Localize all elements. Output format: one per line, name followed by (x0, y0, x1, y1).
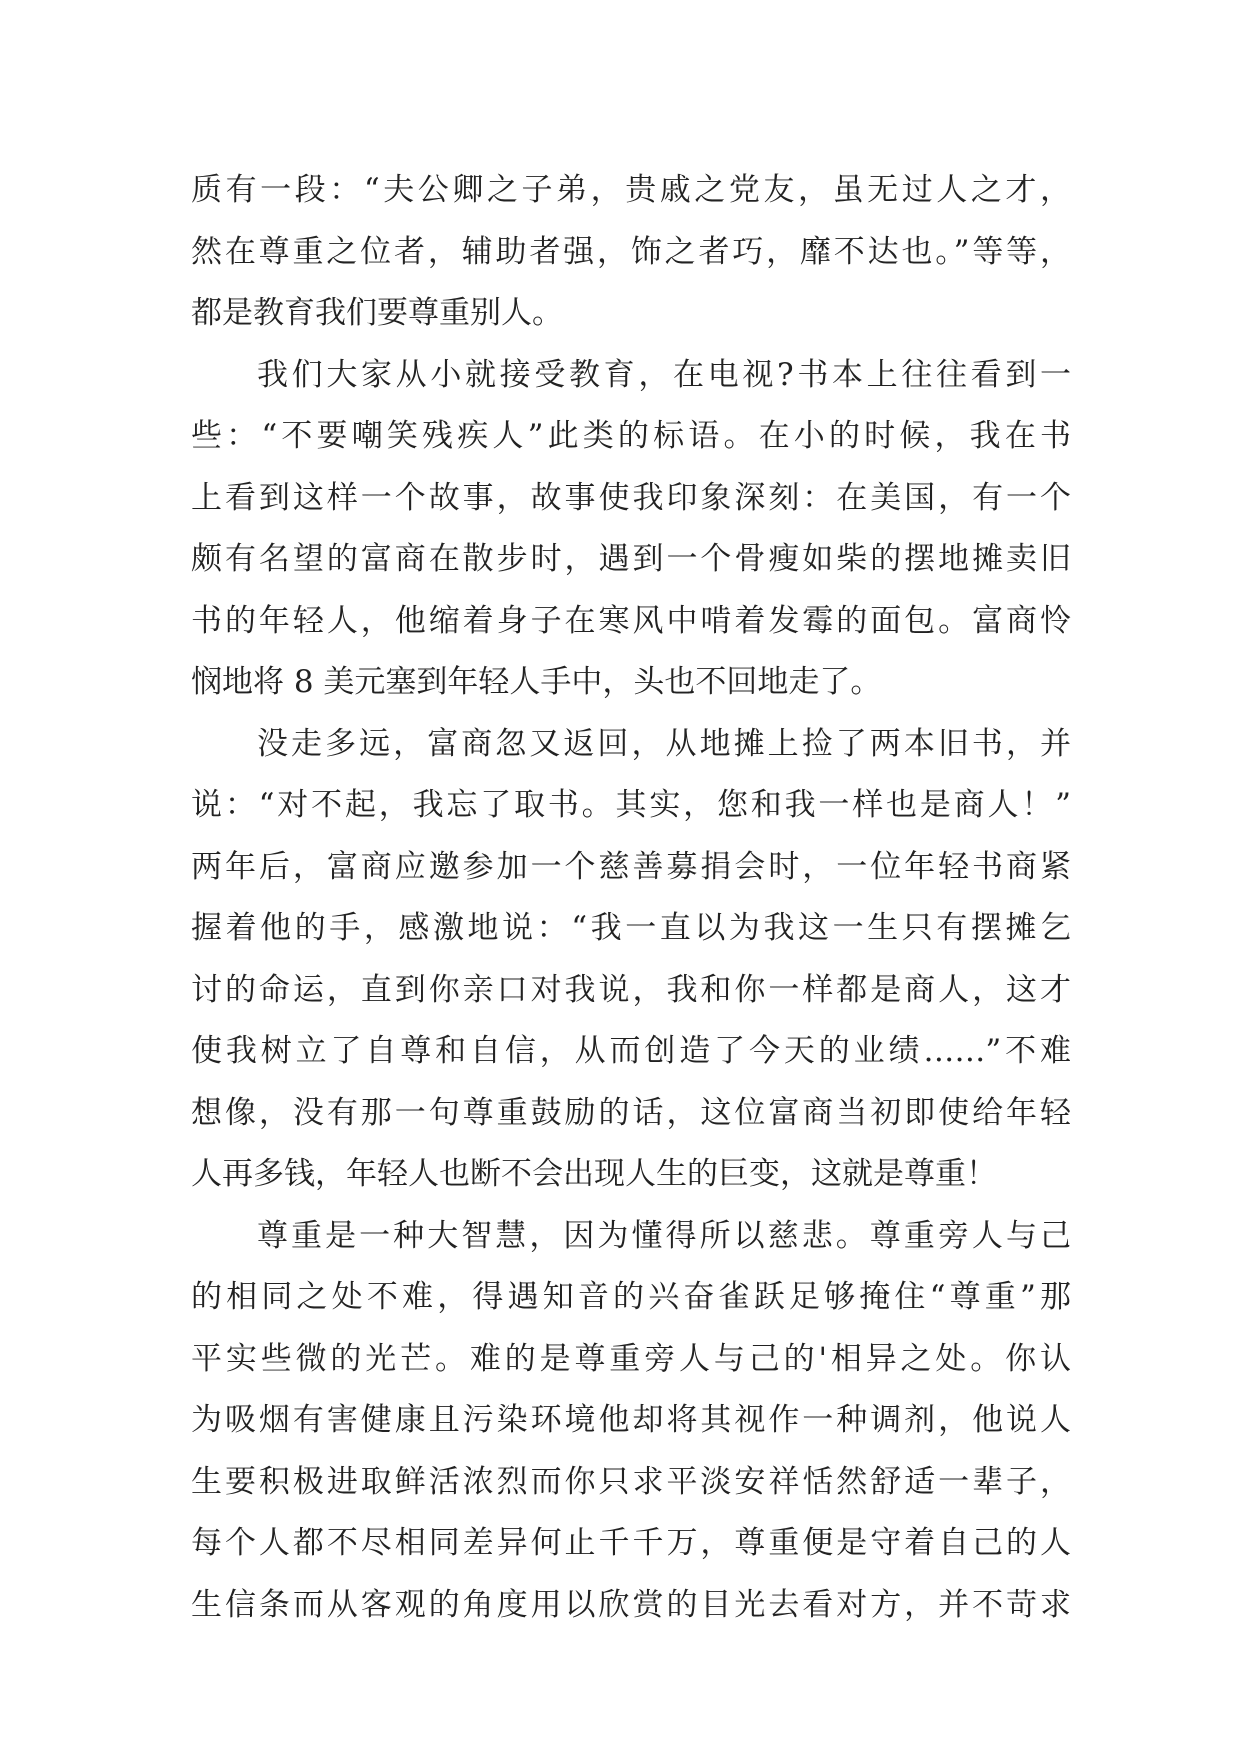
text-line: 平实些微的光芒。难的是尊重旁人与己的'相异之处。你认 (191, 1340, 1071, 1377)
text-line: 想像，没有那一句尊重鼓励的话，这位富商当初即使给年轻 (191, 1094, 1071, 1131)
text-line: 讨的命运，直到你亲口对我说，我和你一样都是商人，这才 (191, 971, 1071, 1008)
text-line: 说：“对不起，我忘了取书。其实，您和我一样也是商人！” (191, 787, 1071, 823)
text-line: 的相同之处不难，得遇知音的兴奋雀跃足够掩住“尊重”那 (191, 1279, 1071, 1315)
text-line: 然在尊重之位者，辅助者强，饰之者巧，靡不达也。”等等， (191, 233, 1071, 270)
text-line: 尊重是一种大智慧，因为懂得所以慈悲。尊重旁人与己 (257, 1217, 1071, 1254)
text-line: 书的年轻人，他缩着身子在寒风中啃着发霉的面包。富商怜 (191, 602, 1071, 639)
text-line: 都是教育我们要尊重别人。 (191, 295, 563, 331)
text-line: 人再多钱，年轻人也断不会出现人生的巨变，这就是尊重！ (191, 1156, 997, 1192)
text-line: 质有一段：“夫公卿之子弟，贵戚之党友，虽无过人之才， (191, 172, 1071, 208)
text-line: 上看到这样一个故事，故事使我印象深刻：在美国，有一个 (191, 479, 1071, 516)
text-line: 颇有名望的富商在散步时，遇到一个骨瘦如柴的摆地摊卖旧 (191, 541, 1071, 577)
text-line: 没走多远，富商忽又返回，从地摊上捡了两本旧书，并 (257, 725, 1071, 762)
text-line: 悯地将 8 美元塞到年轻人手中，头也不回地走了。 (191, 664, 882, 700)
text-line: 些：“不要嘲笑残疾人”此类的标语。在小的时候，我在书 (191, 418, 1071, 454)
text-line: 两年后，富商应邀参加一个慈善募捐会时，一位年轻书商紧 (191, 848, 1071, 885)
text-line: 使我树立了自尊和自信，从而创造了今天的业绩……”不难 (191, 1033, 1071, 1069)
paragraph-2 (191, 345, 1071, 714)
text-line: 握着他的手，感激地说：“我一直以为我这一生只有摆摊乞 (191, 910, 1071, 946)
text-line: 生信条而从客观的角度用以欣赏的目光去看对方，并不苛求 (191, 1586, 1071, 1623)
paragraph-4 (191, 1206, 1071, 1637)
paragraph-1 (191, 160, 1071, 345)
text-line: 每个人都不尽相同差异何止千千万，尊重便是守着自己的人 (191, 1525, 1071, 1561)
body-text (191, 160, 1071, 1636)
text-line: 为吸烟有害健康且污染环境他却将其视作一种调剂，他说人 (191, 1402, 1071, 1438)
text-line: 我们大家从小就接受教育，在电视?书本上往往看到一 (257, 356, 1071, 393)
paragraph-3 (191, 714, 1071, 1206)
text-line: 生要积极进取鲜活浓烈而你只求平淡安祥恬然舒适一辈子， (191, 1463, 1071, 1500)
